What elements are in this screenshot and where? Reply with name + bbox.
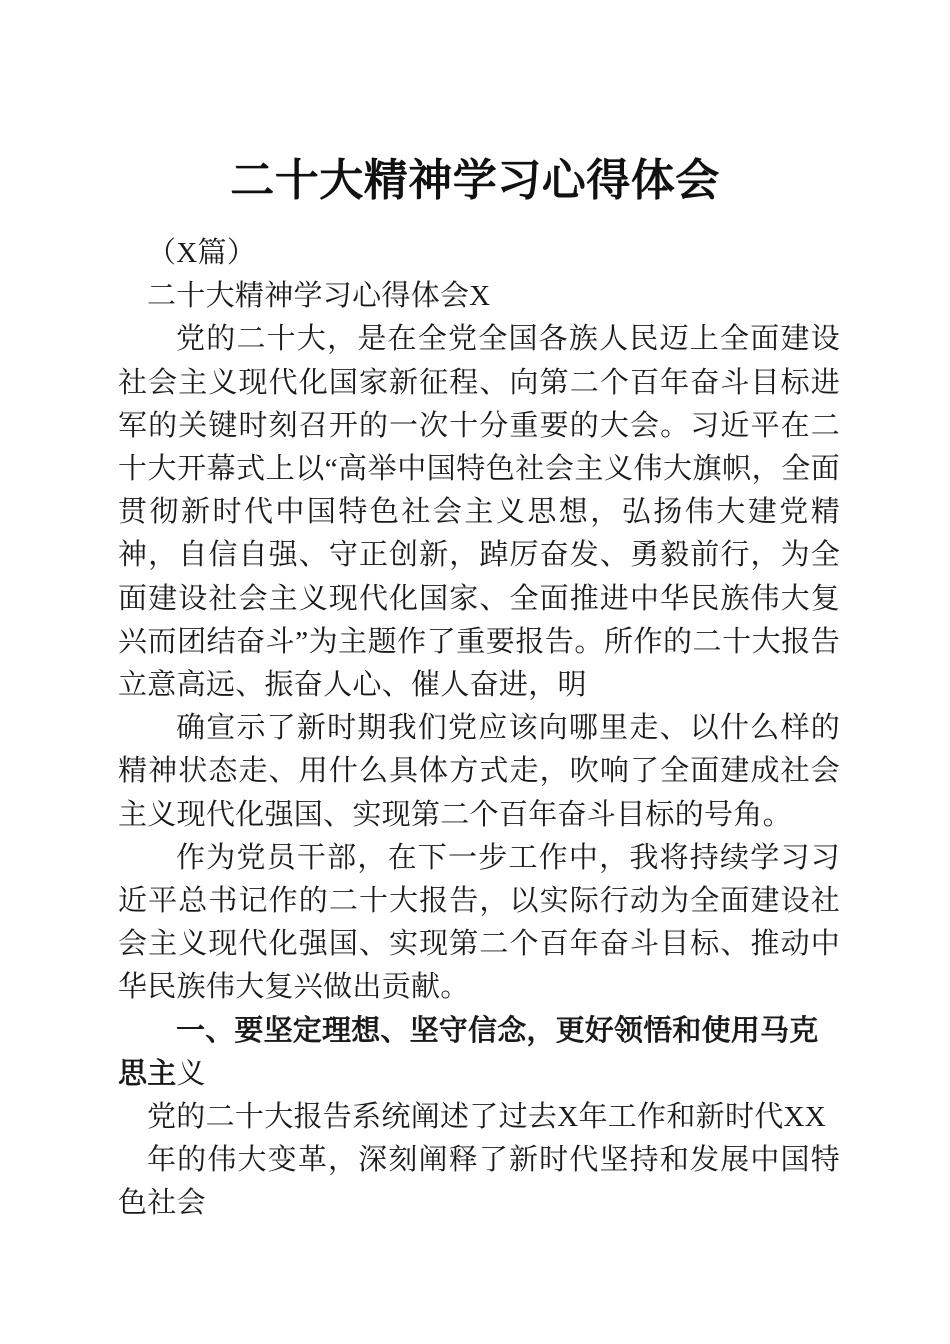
paragraph-4-line-2: 年的伟大变革，深刻阐释了新时代坚持和发展中国特色社会 bbox=[118, 1144, 840, 1220]
section-heading-1 bbox=[118, 1010, 840, 1096]
paragraph-3: 作为党员干部，在下一步工作中，我将持续学习习近平总书记作的二十大报告，以实际行动为全面建设社会主义现代化强国、实现第二个百年奋斗目标、推动中华民族伟大复兴做出贡献。 bbox=[118, 841, 840, 1004]
section-heading-1-tail-run: 义 bbox=[176, 1057, 206, 1090]
page-title: 二十大精神学习心得体会 bbox=[230, 156, 720, 206]
paragraph-1: 党的二十大，是在全党全国各族人民迈上全面建设社会主义现代化国家新征程、向第二个百年奋斗目标进军的关键时刻召开的一次十分重要的大会。习近平在二十大开幕式上以“高举中国特色社会主义伟大旗帜，全面贯彻新时代中国特色社会主义思想，弘扬伟大建党精神，自信自强、守正创新，踔厉奋发、勇毅前行，为全面建设社会主义现代化国家、全面推进中华民族伟大复兴而团结奋斗”为主题作了重要报告。所作的二十大报告立意高远、振奋人心、催人奋进，明 bbox=[118, 323, 840, 702]
article-subtitle-line: 二十大精神学习心得体会X bbox=[147, 280, 491, 313]
paragraph-2: 确宣示了新时期我们党应该向哪里走、以什么样的精神状态走、用什么具体方式走，吹响了全面建成社会主义现代化强国、实现第二个百年奋斗目标的号角。 bbox=[118, 712, 840, 831]
article-count-line: （X篇） bbox=[147, 237, 257, 269]
document-body bbox=[118, 232, 840, 1226]
paragraph-4-line-1: 党的二十大报告系统阐述了过去X年工作和新时代XX bbox=[147, 1101, 827, 1134]
section-heading-1-bold-run: 一、要坚定理想、坚守信念，更好领悟和使用马克思主 bbox=[118, 1014, 819, 1090]
